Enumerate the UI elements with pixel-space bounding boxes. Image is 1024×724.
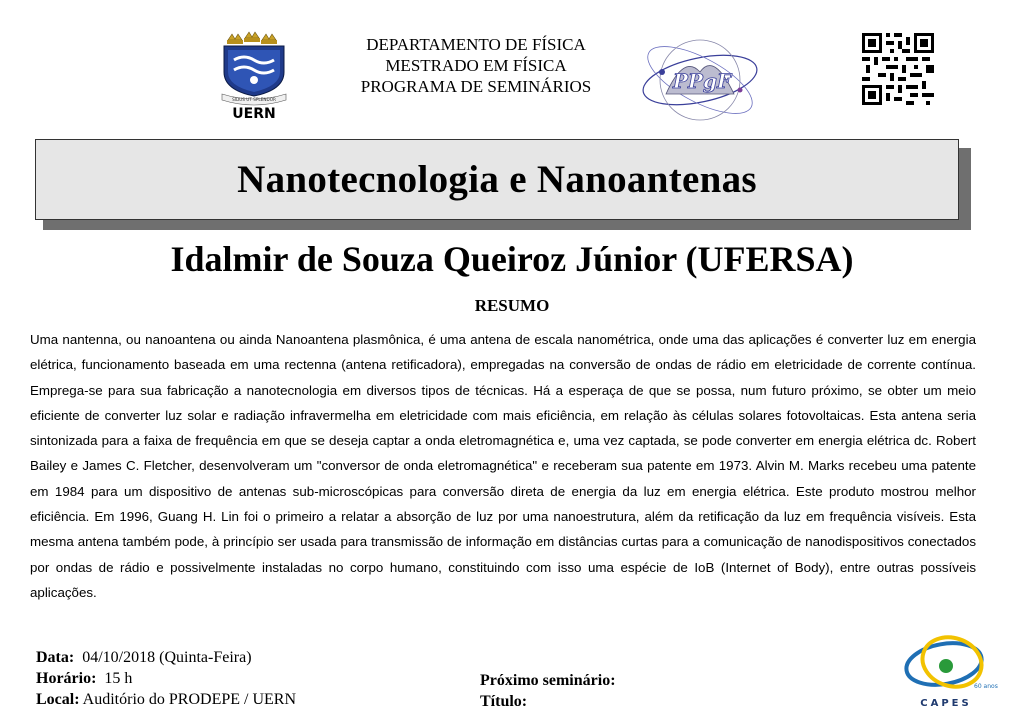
date-value: 04/10/2018 (Quinta-Feira)	[82, 649, 252, 666]
ppgf-seal-icon	[636, 32, 764, 128]
capes-logo-icon	[900, 628, 998, 712]
abstract-text: Uma nantenna, ou nanoantena ou ainda Nanoantena plasmônica, é uma antena de escala nanométrica, onde uma das aplicações é converter luz em energia elétrica, funcionamento baseada em uma rectenna (antena retificadora), empregadas na conversão de ondas de rádio em eletricidade de corrente contínua. Emprega-se para sua fabricação a nanotecnologia em diversos tipos de técnicas. Há a esperaça de que se possa, num futuro próximo, se obter um meio eficiente de converter luz solar e radiação infravermelha em eletricidade com mais eficiência, em relação às células solares fotovoltaicas. Esta antena seria sintonizada para a faixa de frequência em que se deseja captar a onda eletromagnética e, uma vez captada, se pode converter em energia elétrica dc. Robert Bailey e James C. Fletcher, desenvolveram um "conversor de onda eletromagnética" e receberam sua patente em 1973. Alvin M. Marks recebeu uma patente em 1984 para um dispositivo de antenas sub-microscópicas para conversão direta de energia da luz em energia elétrica. Este produto mostrou melhor eficiência. Em 1996, Guang H. Lin foi o primeiro a relatar a absorção de luz por uma nanoestrutura, além da retificação da luz em frequência visíveis. Esta mesma antena também pode, à princípio ser usada para transmissão de informação em distâncias curtas para a comunicação de nanodispositivos conectados por ondas de rádio e possivelmente instaladas no corpo humano, constituindo com isso uma espécie de IoB (Internet of Body), entre outras possíveis aplicações.	[30, 332, 976, 600]
qr-code-icon	[860, 31, 936, 107]
seminar-details	[36, 647, 296, 710]
university-crest-icon	[216, 30, 292, 122]
place-row	[36, 689, 296, 710]
seminar-title: Nanotecnologia e Nanoantenas	[237, 158, 757, 201]
uern-logo	[216, 30, 292, 122]
time-value: 15 h	[104, 670, 133, 687]
capes-badge: 60 anos	[974, 683, 998, 690]
place-label: Local:	[36, 691, 80, 708]
date-row	[36, 647, 296, 668]
next-seminar-label: Próximo seminário:	[480, 672, 616, 689]
title-box	[35, 139, 959, 220]
uern-text: UERN	[232, 106, 276, 122]
program-line: MESTRADO EM FÍSICA	[385, 56, 567, 75]
time-row	[36, 668, 296, 689]
ppgf-logo	[636, 32, 764, 128]
date-label: Data:	[36, 649, 75, 666]
ppgf-text: PPgF	[672, 69, 732, 93]
next-seminar	[480, 670, 616, 712]
place-value: Auditório do PRODEPE / UERN	[82, 691, 297, 708]
abstract-heading: RESUMO	[474, 296, 550, 315]
department-line: DEPARTAMENTO DE FÍSICA	[366, 35, 586, 54]
speaker-name: Idalmir de Souza Queiroz Júnior (UFERSA)	[170, 239, 854, 279]
next-title-label: Título:	[480, 693, 528, 710]
qr-code	[860, 31, 936, 107]
department-header	[318, 34, 634, 97]
capes-logo	[900, 628, 998, 712]
capes-text: CAPES	[920, 698, 972, 709]
seminar-line: PROGRAMA DE SEMINÁRIOS	[360, 77, 592, 96]
svg-text:SIDUS UT SPLENDOR: SIDUS UT SPLENDOR	[232, 97, 276, 102]
time-label: Horário:	[36, 670, 97, 687]
